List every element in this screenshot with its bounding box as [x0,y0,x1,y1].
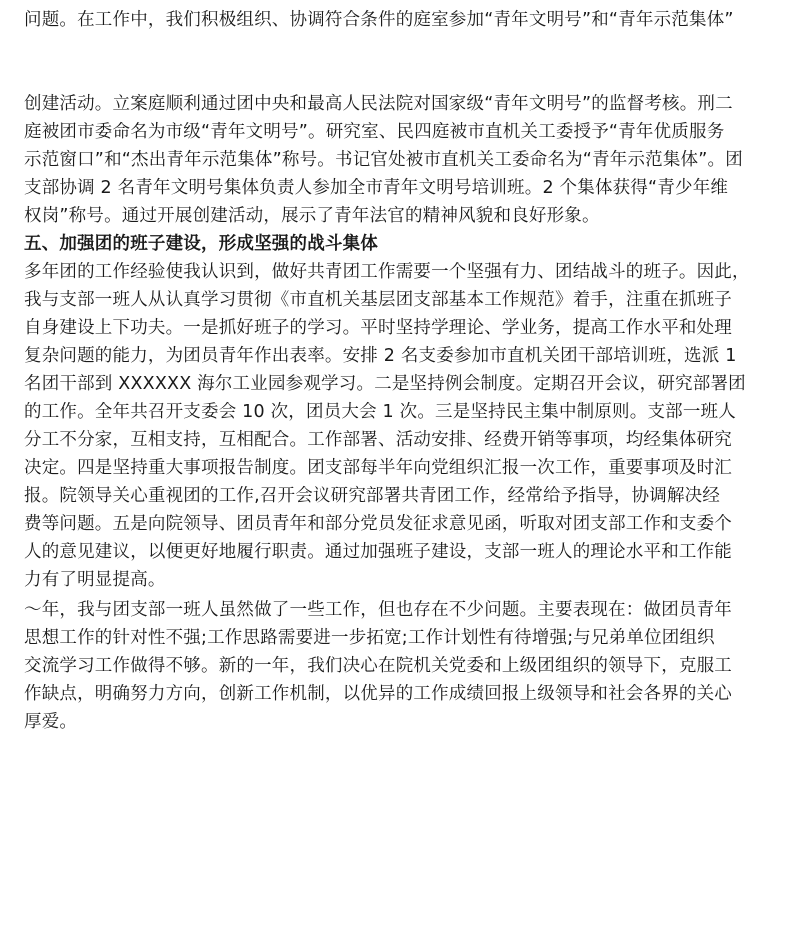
paragraph-line: 庭被团市委命名为市级“青年文明号”。研究室、民四庭被市直机关工委授予“青年优质服务 [24,122,725,142]
paragraph-line: 复杂问题的能力，为团员青年作出表率。安排 2 名支委参加市直机关团干部培训班，选派 1 [24,346,737,366]
paragraph-line: 权岗”称号。通过开展创建活动，展示了青年法官的精神风貌和良好形象。 [24,206,600,226]
paragraph-line: 的工作。全年共召开支委会 10 次，团员大会 1 次。三是坚持民主集中制原则。支部一班人 [24,402,736,422]
paragraph-line: 厚爱。 [24,712,78,732]
paragraph-line: 多年团的工作经验使我认识到，做好共青团工作需要一个坚强有力、团结战斗的班子。因此， [24,262,750,282]
paragraph-line: 我与支部一班人从认真学习贯彻《市直机关基层团支部基本工作规范》着手，注重在抓班子 [24,290,732,310]
paragraph-line: 示范窗口”和“杰出青年示范集体”称号。书记官处被市直机关工委命名为“青年示范集体”。团 [24,150,743,170]
paragraph-line: 问题。在工作中，我们积极组织、协调符合条件的庭室参加“青年文明号”和“青年示范集体” [24,10,734,30]
paragraph-line: 交流学习工作做得不够。新的一年，我们决心在院机关党委和上级团组织的领导下，克服工 [24,656,732,676]
paragraph-line: 作缺点，明确努力方向，创新工作机制，以优异的工作成绩回报上级领导和社会各界的关心 [24,684,732,704]
paragraph-line: 报。院领导关心重视团的工作,召开会议研究部署共青团工作，经常给予指导，协调解决经 [24,486,721,506]
paragraph-line: ～年，我与团支部一班人虽然做了一些工作，但也存在不少问题。主要表现在：做团员青年 [24,600,732,620]
paragraph-line: 力有了明显提高。 [24,570,166,590]
paragraph-line: 人的意见建议，以便更好地履行职责。通过加强班子建设，支部一班人的理论水平和工作能 [24,542,732,562]
paragraph-line: 支部协调 2 名青年文明号集体负责人参加全市青年文明号培训班。2 个集体获得“青少年维 [24,178,729,198]
paragraph-line: 自身建设上下功夫。一是抓好班子的学习。平时坚持学理论、学业务，提高工作水平和处理 [24,318,732,338]
paragraph-line: 创建活动。立案庭顺利通过团中央和最高人民法院对国家级“青年文明号”的监督考核。刑二 [24,94,733,114]
paragraph-line: 分工不分家，互相支持，互相配合。工作部署、活动安排、经费开销等事项，均经集体研究 [24,430,732,450]
paragraph-line: 思想工作的针对性不强;工作思路需要进一步拓宽;工作计划性有待增强;与兄弟单位团组织 [24,628,715,648]
paragraph-line: 名团干部到 XXXXXX 海尔工业园参观学习。二是坚持例会制度。定期召开会议，研究部署团 [24,374,746,394]
paragraph-line: 费等问题。五是向院领导、团员青年和部分党员发征求意见函，听取对团支部工作和支委个 [24,514,732,534]
paragraph-line: 决定。四是坚持重大事项报告制度。团支部每半年向党组织汇报一次工作，重要事项及时汇 [24,458,732,478]
section-heading: 五、加强团的班子建设，形成坚强的战斗集体 [24,234,378,254]
